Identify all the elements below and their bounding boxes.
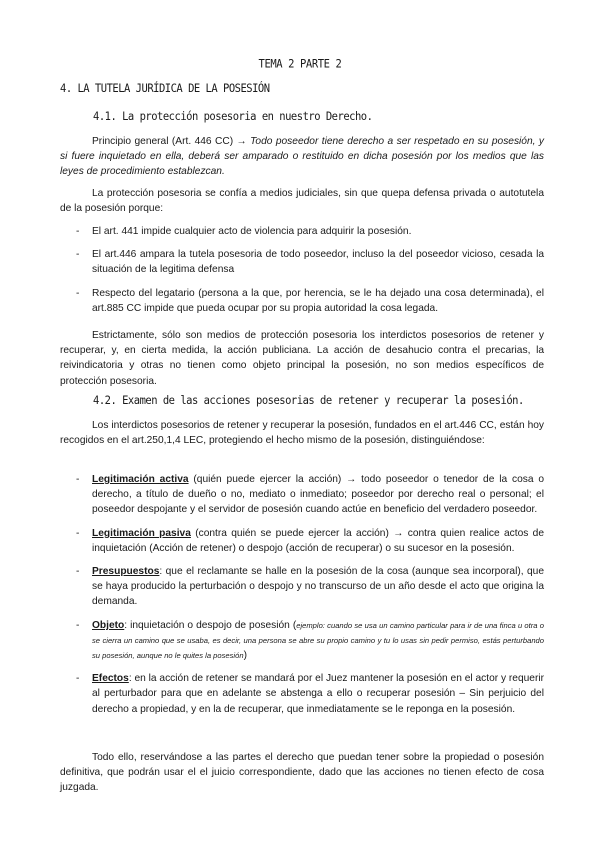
list-item: - Respecto del legatario (persona a la que, por herencia, se le ha dejado una cosa determinada), el art.885 CC impide que pueda ocupar por su propia autoridad la cosa legada. [76, 287, 544, 314]
page-title: TEMA 2 PARTE 2 [258, 57, 342, 71]
objeto-example: ejemplo: cuando se usa un camino particular para ir de una finca u otra o se cierra un camino que se usaba, es decir, una persona se abre su propio camino y tu lo usas sin pedir permiso, estás perturbando su posesión, aunque no le quites la posesión [92, 620, 544, 661]
principle-lead: Principio general (Art. 446 CC) → [92, 136, 251, 147]
paragraph-conclusion: Todo ello, reservándose a las partes el derecho que puedan tener sobre la propiedad o posesión definitiva, que podrán usar el el juicio correspondiente, dado que las acciones no tienen efecto de cosa juzgada. [60, 752, 544, 794]
term-objeto: Objeto [92, 619, 125, 631]
term-legitimacion-pasiva: Legitimación pasiva [92, 527, 191, 539]
bullet-list-reasons [60, 224, 544, 316]
paragraph-strict-means: Estrictamente, sólo son medios de protección posesoria los interdictos posesorios de retener y recuperar, y, en cierta medida, la acción publiciana. La acción de desahucio contra el precarias, la reivindicatoria y otras no tienen como objeto principal la posesión, no son medios específicos de protección posesoria. [60, 330, 544, 387]
term-presupuestos: Presupuestos [92, 566, 160, 578]
principle-quote: Todo poseedor tiene derecho a ser respetado en su posesión, y si fuere inquietado en ella, deberá ser amparado o restituido en dicha posesión por los medios que las leyes de procedimiento establezcan. [60, 136, 544, 178]
subsection-heading-4-1: 4.1. La protección posesoria en nuestro Derecho. [93, 110, 373, 124]
list-item-legitimacion-pasiva: - Legitimación pasiva (contra quién se puede ejercer la acción) → contra quien realice actos de inquietación (Acción de retener) o despojo (acción de recuperar) o su sucesor en la posesión. [76, 527, 544, 554]
section-heading-4: 4. LA TUTELA JURÍDICA DE LA POSESIÓN [60, 82, 270, 96]
list-item-objeto: - Objeto: inquietación o despojo de posesión (ejemplo: cuando se usa un camino particular para ir de una finca u otra o se cierra un camino que se usaba, es decir, una persona se abre su propio camino y tu lo usas sin pedir permiso, estás perturbando su posesión, aunque no le quites la posesión) [76, 619, 544, 662]
subsection-heading-4-2: 4.2. Examen de las acciones posesorias de retener y recuperar la posesión. [93, 394, 524, 408]
term-legitimacion-activa: Legitimación activa [92, 474, 189, 485]
bullet-list-actions [60, 472, 544, 717]
list-item: - El art. 441 impide cualquier acto de violencia para adquirir la posesión. [76, 226, 412, 237]
term-efectos: Efectos [92, 673, 129, 685]
list-item-presupuestos: - Presupuestos: que el reclamante se halle en la posesión de la cosa (aunque sea incorporal), que se haya producido la perturbación o despojo y no transcurso de un año desde el acto que origina la demanda. [76, 566, 544, 608]
list-item-efectos: - Efectos: en la acción de retener se mandará por el Juez mantener la posesión en el actor y requerir al perturbador para que en adelante se abstenga a ello o recuperar posesión – Sin perjuicio del derecho a propiedad, y en la de recuperar, que inmediatamente se le reponga en la posesión. [76, 673, 544, 715]
list-item-legitimacion-activa: - Legitimación activa (quién puede ejercer la acción) → todo poseedor o tenedor de la cosa o derecho, a título de dueño o no, mediato o inmediato; poseedor por derecho real o personal; el poseedor despojante y el servidor de posesión cuando actúe en beneficio del verdadero poseedor. [76, 474, 544, 516]
paragraph-interdicts: Los interdictos posesorios de retener y recuperar la posesión, fundados en el art.446 CC, están hoy recogidos en el art.250,1,4 LEC, protegiendo el hecho mismo de la posesión, distinguiéndose: [60, 420, 544, 447]
paragraph-principle [60, 134, 544, 180]
paragraph-judicial-protection: La protección posesoria se confía a medios judiciales, sin que quepa defensa privada o autotutela de la posesión porque: [60, 188, 544, 215]
list-item: - El art.446 ampara la tutela posesoria de todo poseedor, incluso la del poseedor vicioso, cesada la situación de la legitima defensa [76, 249, 544, 276]
